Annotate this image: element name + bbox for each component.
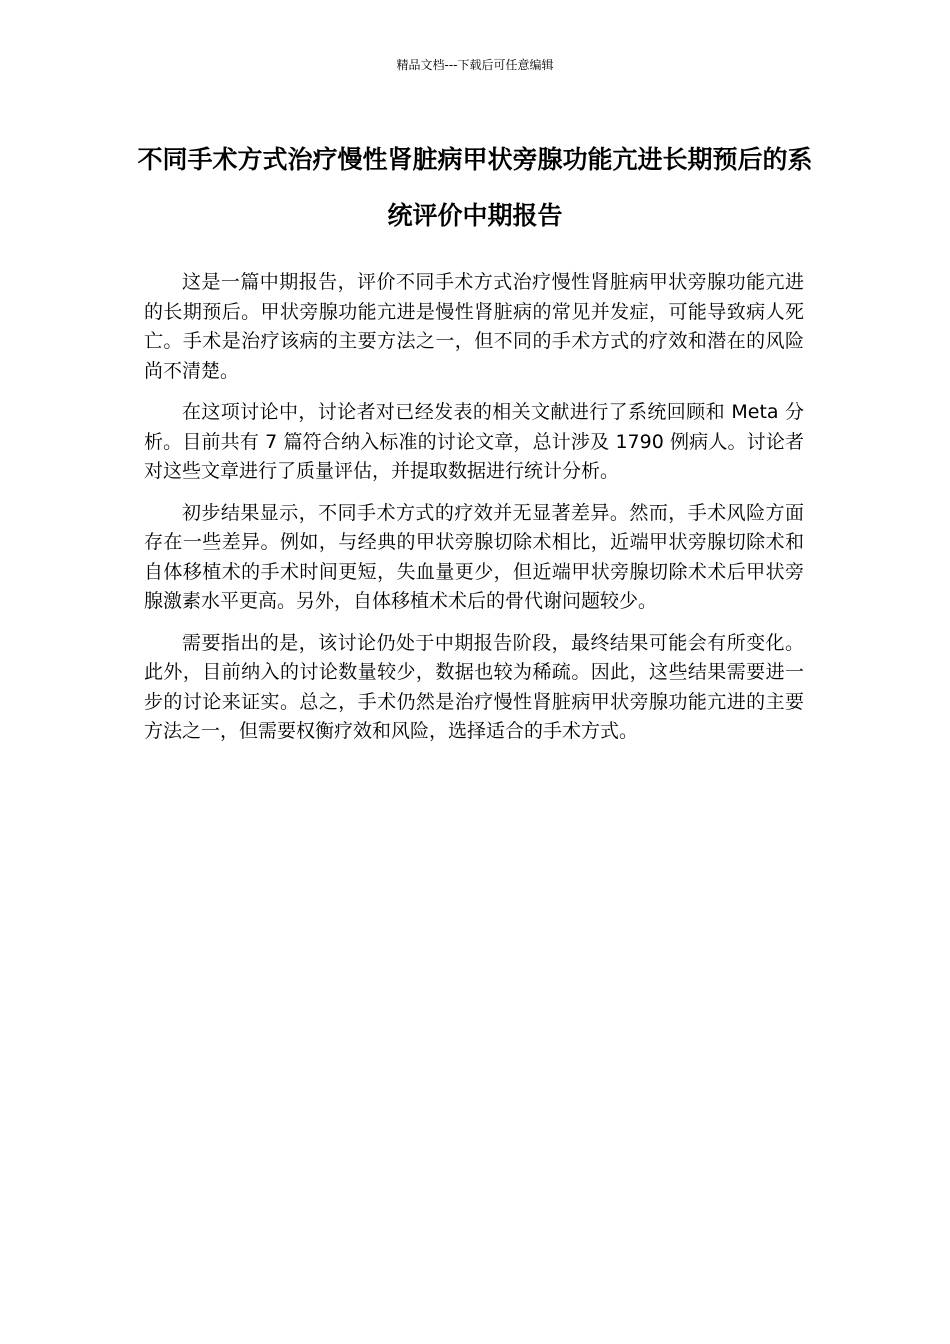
page-header: 精品文档---下载后可任意编辑: [396, 58, 554, 72]
document-title: 不同手术方式治疗慢性肾脏病甲状旁腺功能亢进长期预后的系统评价中期报告: [137, 145, 813, 230]
body-paragraph-4: 需要指出的是，该讨论仍处于中期报告阶段，最终结果可能会有所变化。此外，目前纳入的讨论数量较少，数据也较为稀疏。因此，这些结果需要进一步的讨论来证实。总之，手术仍然是治疗慢性肾脏病甲状旁腺功能亢进的主要方法之一，但需要权衡疗效和风险，选择适合的手术方式。: [144, 631, 804, 742]
document-body: [144, 268, 804, 759]
body-paragraph-3: 初步结果显示，不同手术方式的疗效并无显著差异。然而，手术风险方面存在一些差异。例如，与经典的甲状旁腺切除术相比，近端甲状旁腺切除术和自体移植术的手术时间更短，失血量更少，但近端甲状旁腺切除术术后甲状旁腺激素水平更高。另外，自体移植术术后的骨代谢问题较少。: [144, 501, 804, 612]
body-paragraph-1: 这是一篇中期报告，评价不同手术方式治疗慢性肾脏病甲状旁腺功能亢进的长期预后。甲状旁腺功能亢进是慢性肾脏病的常见并发症，可能导致病人死亡。手术是治疗该病的主要方法之一，但不同的手术方式的疗效和潜在的风险尚不清楚。: [144, 271, 804, 382]
body-paragraph-2: 在这项讨论中，讨论者对已经发表的相关文献进行了系统回顾和 Meta 分析。目前共有 7 篇符合纳入标准的讨论文章，总计涉及 1790 例病人。讨论者对这些文章进行了质量评估，并提取数据进行统计分析。: [144, 401, 804, 482]
